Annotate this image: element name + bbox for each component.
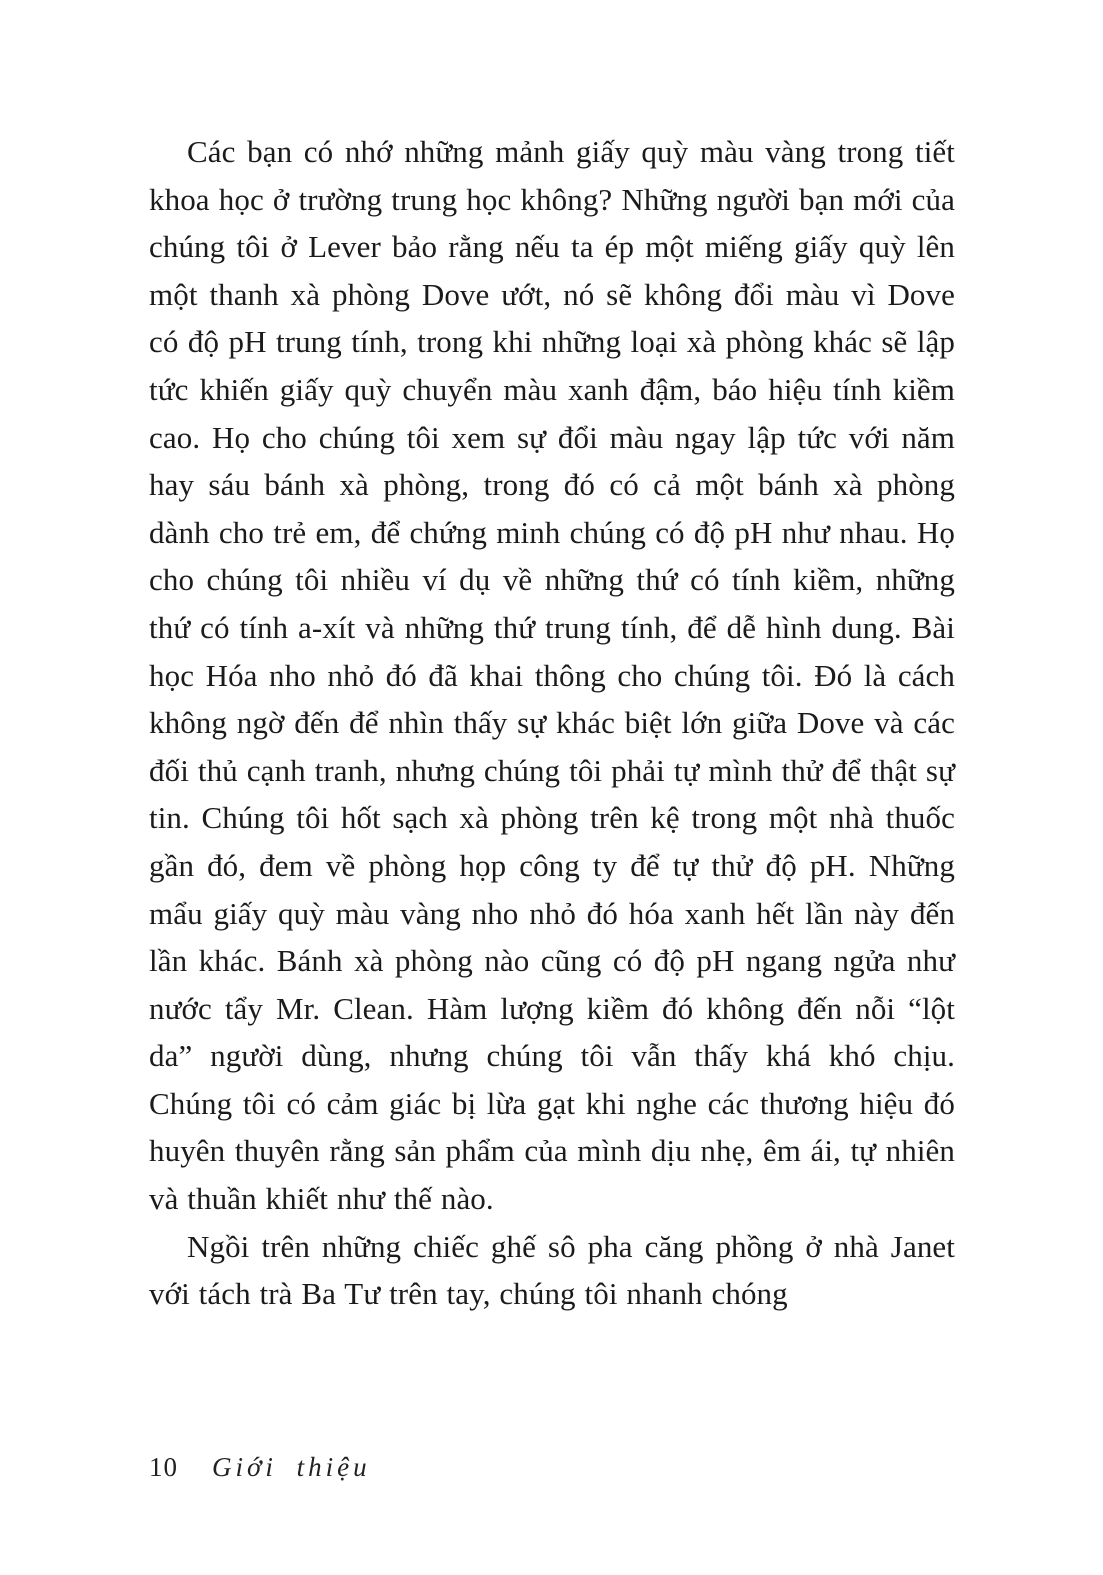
paragraph: Ngồi trên những chiếc ghế sô pha căng phồng ở nhà Janet với tách trà Ba Tư trên tay, chúng tôi nhanh chóng: [149, 1228, 955, 1312]
paragraph: Các bạn có nhớ những mảnh giấy quỳ màu vàng trong tiết khoa học ở trường trung học không? Những người bạn mới của chúng tôi ở Lever bảo rằng nếu ta ép một miếng giấy quỳ lên một thanh xà phòng Dove ướt, nó sẽ không đổi màu vì Dove có độ pH trung tính, trong khi những loại xà phòng khác sẽ lập tức khiến giấy quỳ chuyển màu xanh đậm, báo hiệu tính kiềm cao. Họ cho chúng tôi xem sự đổi màu ngay lập tức với năm hay sáu bánh xà phòng, trong đó có cả một bánh xà phòng dành cho trẻ em, để chứng minh chúng có độ pH như nhau. Họ cho chúng tôi nhiều ví dụ về những thứ có tính kiềm, những thứ có tính a-xít và những thứ trung tính, để dễ hình dung. Bài học Hóa nho nhỏ đó đã khai thông cho chúng tôi. Đó là cách không ngờ đến để nhìn thấy sự khác biệt lớn giữa Dove và các đối thủ cạnh tranh, nhưng chúng tôi phải tự mình thử để thật sự tin. Chúng tôi hốt sạch xà phòng trên kệ trong một nhà thuốc gần đó, đem về phòng họp công ty để tự thử độ pH. Những mẩu giấy quỳ màu vàng nho nhỏ đó hóa xanh hết lần này đến lần khác. Bánh xà phòng nào cũng có độ pH ngang ngửa như nước tẩy Mr. Clean. Hàm lượng kiềm đó không đến nỗi “lột da” người dùng, nhưng chúng tôi vẫn thấy khá khó chịu. Chúng tôi có cảm giác bị lừa gạt khi nghe các thương hiệu đó huyên thuyên rằng sản phẩm của mình dịu nhẹ, êm ái, tự nhiên và thuần khiết như thế nào.: [149, 134, 955, 1217]
page-footer: [149, 1452, 371, 1483]
section-title: Giới thiệu: [212, 1452, 371, 1482]
page-number: 10: [149, 1452, 178, 1482]
body-text: [149, 128, 955, 1318]
